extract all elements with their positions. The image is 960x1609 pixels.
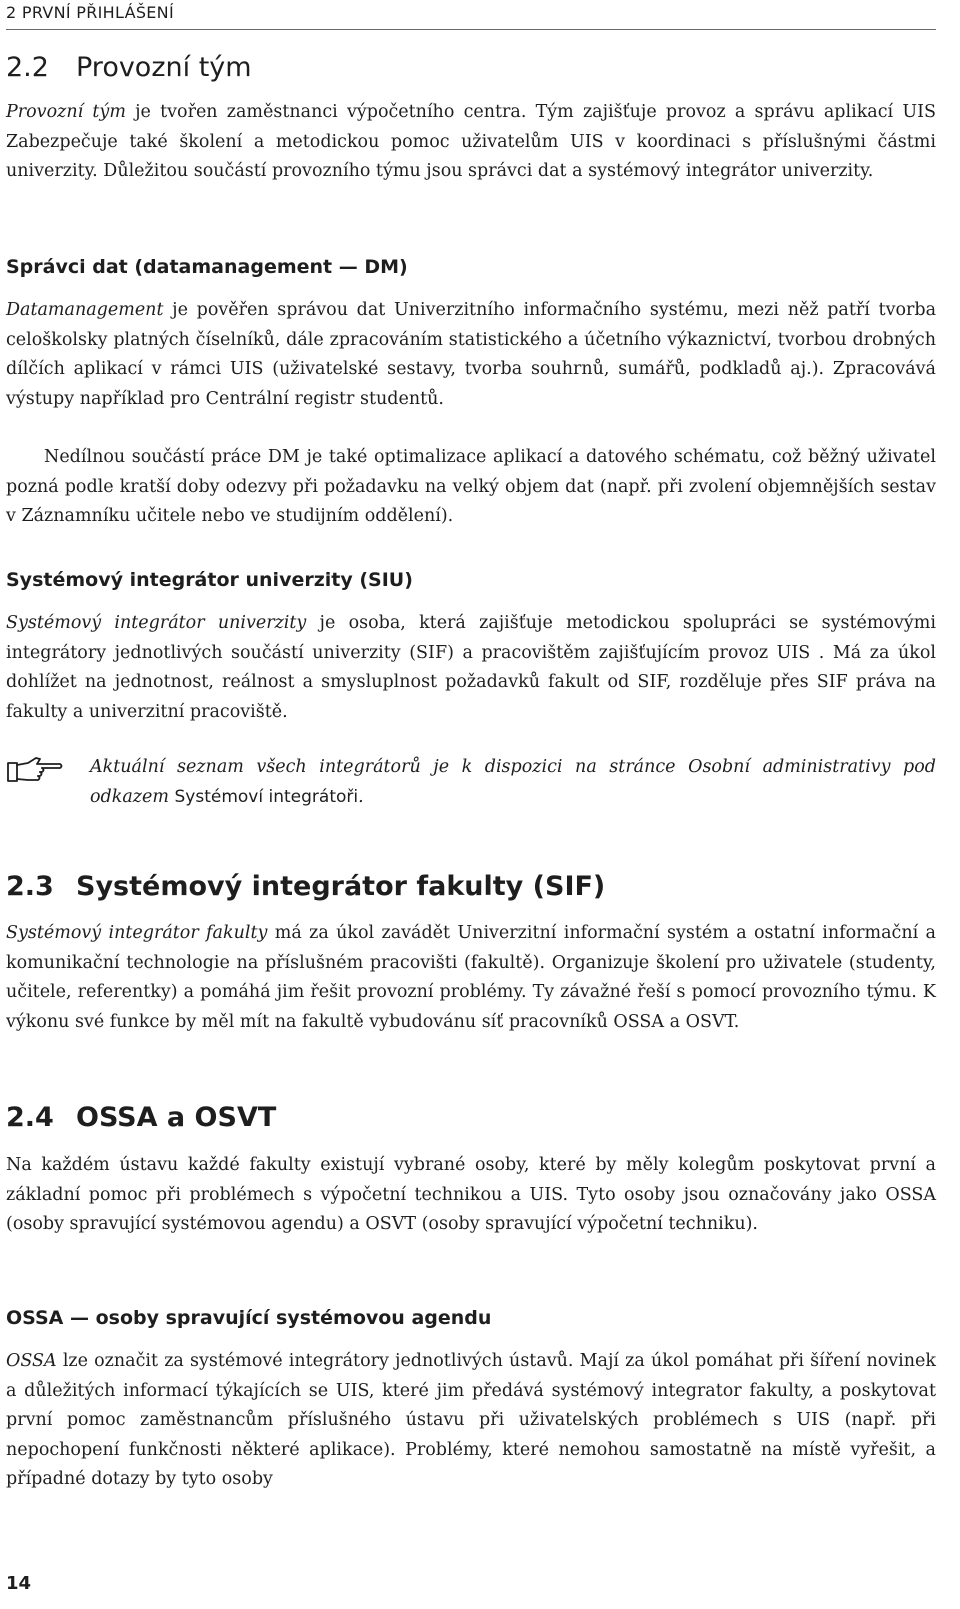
section-title: OSSA a OSVT — [76, 1102, 277, 1133]
subheading-dm: Správci dat (datamanagement — DM) — [6, 256, 408, 278]
paragraph-text: je osoba, která zajišťuje metodickou spolupráci se systémovými integrátory jednotlivých součástí univerzity (SIF) a pracovištěm zajišťujícím provoz UIS . Má za úkol dohlížet na jednotnost, reálnost a smysluplnost požadavků fakult od SIF, rozděluje přes SIF práva na fakulty a univerzitní pracoviště. — [6, 613, 936, 722]
paragraph-text: má za úkol zavádět Univerzitní informační systém a ostatní informační a komunikační technologie na příslušném pracovišti (fakultě). Organizuje školení pro uživatele (studenty, učitele, referentky) a pomáhá jim řešit provozní problémy. Ty závažné řeší s pomocí provozního týmu. K výkonu své funkce by měl mít na fakultě vybudovánu síť pracovníků OSSA a OSVT. — [6, 923, 936, 1032]
section-heading-2-3 — [6, 871, 605, 903]
paragraph-text: je pověřen správou dat Univerzitního informačního systému, mezi něž patří tvorba celoškolsky platných číselníků, dále zpracováním statistického a účetního výkaznictví, tvorbou drobných dílčích aplikací v rámci UIS (uživatelské sestavy, tvorba souhrnů, sumářů, podkladů aj.). Zpracovává výstupy například pro Centrální registr studentů. — [6, 300, 936, 409]
paragraph-siu — [6, 609, 936, 727]
paragraph-ossa — [6, 1347, 936, 1495]
note-box — [6, 753, 936, 817]
term-ossa: OSSA — [6, 1351, 57, 1371]
subheading-siu: Systémový integrátor univerzity (SIU) — [6, 569, 413, 591]
section-number: 2.2 — [6, 52, 49, 83]
paragraph-dm-1 — [6, 296, 936, 414]
pointing-hand-icon — [6, 755, 64, 785]
subheading-ossa: OSSA — osoby spravující systémovou agendu — [6, 1307, 492, 1329]
term-sif: Systémový integrátor fakulty — [6, 923, 268, 943]
paragraph-text: Na každém ústavu každé fakulty existují vybrané osoby, které by měly kolegům poskytovat první a základní pomoc při problémech s výpočetní technikou a UIS. Tyto osoby jsou označovány jako OSSA (osoby spravující systémovou agendu) a OSVT (osoby spravující výpočetní techniku). — [6, 1155, 936, 1234]
paragraph-dm-2 — [6, 443, 936, 532]
section-number: 2.3 — [6, 871, 54, 902]
page-number: 14 — [6, 1573, 32, 1594]
section-title: Systémový integrátor fakulty (SIF) — [76, 871, 606, 902]
section-number: 2.4 — [6, 1102, 54, 1133]
paragraph-text: je tvořen zaměstnanci výpočetního centra. Tým zajišťuje provoz a správu aplikací UIS Zabezpečuje také školení a metodickou pomoc uživatelům UIS v koordinaci s příslušnými částmi univerzity. Důležitou součástí provozního týmu jsou správci dat a systémový integrátor univerzity. — [6, 102, 936, 181]
section-heading-2-4 — [6, 1102, 276, 1134]
paragraph-text: lze označit za systémové integrátory jednotlivých ústavů. Mají za úkol pomáhat při šíření novinek a důležitých informací týkajících se UIS, které jim předává systémový integrator fakulty, a poskytovat první pomoc zaměstnancům příslušného ústavu při uživatelských problémech s UIS (např. při nepochopení funkčnosti některé aplikace). Problémy, které nemohou samostatně na místě vyřešit, a případné dotazy by tyto osoby — [6, 1351, 936, 1489]
paragraph-sif — [6, 919, 936, 1037]
term-provozni-tym: Provozní tým — [6, 102, 126, 122]
term-siu: Systémový integrátor univerzity — [6, 613, 307, 633]
paragraph-ossa-osvt — [6, 1151, 936, 1240]
paragraph-provozni-tym — [6, 98, 936, 187]
running-head: 2 PRVNÍ PŘIHLÁŠENÍ — [6, 3, 174, 22]
section-title: Provozní tým — [76, 52, 252, 83]
systemovi-integratori-link[interactable]: Systémoví integrátoři — [174, 786, 359, 807]
term-datamanagement: Datamanagement — [6, 300, 164, 320]
paragraph-text: Nedílnou součástí práce DM je také optimalizace aplikací a datového schématu, což běžný uživatel pozná podle kratší doby odezvy při požadavku na velký objem dat (např. při zvolení objemnějších sestav v Záznamníku učitele nebo ve studijním oddělení). — [6, 447, 936, 526]
header-rule — [6, 29, 936, 30]
section-heading-2-2 — [6, 52, 252, 84]
note-text: Aktuální seznam všech integrátorů je k dispozici na stránce Osobní administrativy pod odkazem Systémoví integrátoři. — [90, 757, 936, 807]
